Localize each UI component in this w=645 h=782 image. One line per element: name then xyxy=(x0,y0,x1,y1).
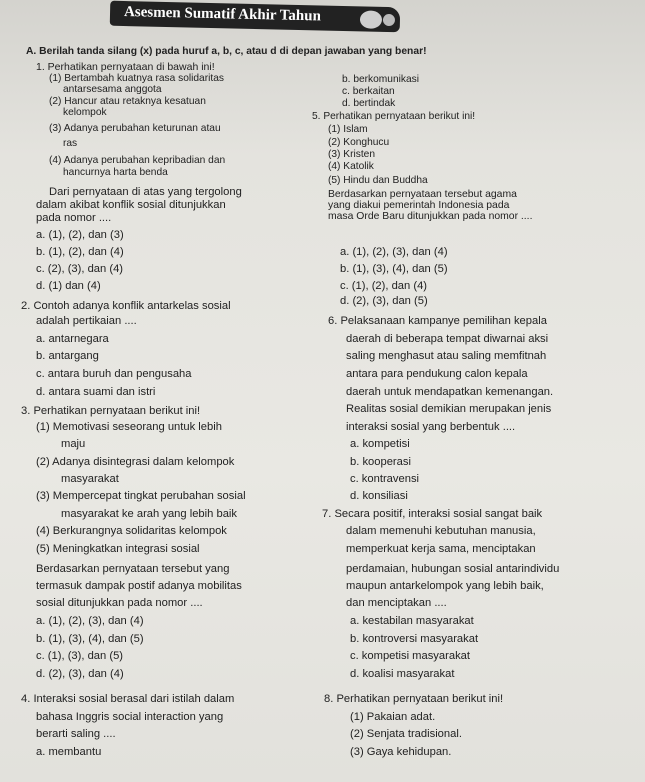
q6-option-c[interactable]: c. kontravensi xyxy=(350,473,420,485)
q1-statement: (1) Bertambah kuatnya rasa solidaritas xyxy=(49,73,224,84)
q2-stem: adalah pertikaian .... xyxy=(36,315,137,327)
q1-statement: hancurnya harta benda xyxy=(63,167,168,178)
q1-question: dalam akibat konflik sosial ditunjukkan xyxy=(36,199,226,211)
q5-option-c[interactable]: c. (1), (2), dan (4) xyxy=(340,280,428,292)
q8-statement: (1) Pakaian adat. xyxy=(350,711,436,723)
q5-question: Berdasarkan pernyataan tersebut agama xyxy=(328,189,517,200)
q6-stem: daerah di beberapa tempat diwarnai aksi xyxy=(346,333,549,345)
q5-question: yang diakui pemerintah Indonesia pada xyxy=(328,200,510,211)
q3-statement: maju xyxy=(61,438,86,450)
q1-option-b[interactable]: b. (1), (2), dan (4) xyxy=(36,246,124,258)
q6-stem: interaksi sosial yang berbentuk .... xyxy=(346,421,516,433)
q1-stem: 1. Perhatikan pernyataan di bawah ini! xyxy=(36,61,215,73)
q7-stem: dalam memenuhi kebutuhan manusia, xyxy=(346,525,536,537)
q6-stem: 6. Pelaksanaan kampanye pemilihan kepala xyxy=(328,315,547,327)
q8-statement: (2) Senjata tradisional. xyxy=(350,728,462,740)
q7-option-b[interactable]: b. kontroversi masyarakat xyxy=(350,633,479,645)
q2-option-a[interactable]: a. antarnegara xyxy=(36,333,109,345)
q5-statement: (3) Kristen xyxy=(328,149,375,160)
q6-option-b[interactable]: b. kooperasi xyxy=(350,456,411,468)
q1-option-d[interactable]: d. (1) dan (4) xyxy=(36,280,101,292)
q3-question: Berdasarkan pernyataan tersebut yang xyxy=(36,563,230,575)
q6-stem: Realitas sosial demikian merupakan jenis xyxy=(346,403,552,415)
q1-option-c[interactable]: c. (2), (3), dan (4) xyxy=(36,263,124,275)
q5-question: masa Orde Baru ditunjukkan pada nomor .... xyxy=(328,211,533,222)
q6-option-d[interactable]: d. konsiliasi xyxy=(350,490,408,502)
instruction-text: A. Berilah tanda silang (x) pada huruf a, b, c, atau d di depan jawaban yang benar! xyxy=(26,46,427,57)
q5-stem: 5. Perhatikan pernyataan berikut ini! xyxy=(312,111,476,122)
q3-statement: (4) Berkurangnya solidaritas kelompok xyxy=(36,525,227,537)
q5-statement: (2) Konghucu xyxy=(328,137,390,148)
q1-option-b-cont[interactable]: b. berkomunikasi xyxy=(342,74,420,85)
q8-stem: 8. Perhatikan pernyataan berikut ini! xyxy=(324,693,504,705)
q3-statement: (3) Mempercepat tingkat perubahan sosial xyxy=(36,490,246,502)
q3-question: termasuk dampak postif adanya mobilitas xyxy=(36,580,242,592)
q7-stem: perdamaian, hubungan sosial antarindividu xyxy=(346,563,560,575)
q4-stem: bahasa Inggris social interaction yang xyxy=(36,711,224,723)
q3-option-c[interactable]: c. (1), (3), dan (5) xyxy=(36,650,124,662)
q2-option-b[interactable]: b. antargang xyxy=(36,350,99,362)
q5-statement: (5) Hindu dan Buddha xyxy=(328,175,428,186)
q1-question: Dari pernyataan di atas yang tergolong xyxy=(49,186,242,198)
page-title: Asesmen Sumatif Akhir Tahun xyxy=(123,4,322,25)
q4-stem: 4. Interaksi sosial berasal dari istilah dalam xyxy=(21,693,235,705)
q1-option-a[interactable]: a. (1), (2), dan (3) xyxy=(36,229,124,241)
q1-statement: (2) Hancur atau retaknya kesatuan xyxy=(49,96,206,107)
q3-statement: masyarakat ke arah yang lebih baik xyxy=(61,508,237,520)
title-banner xyxy=(110,1,400,33)
q3-statement: (5) Meningkatkan integrasi sosial xyxy=(36,543,200,555)
q3-option-a[interactable]: a. (1), (2), (3), dan (4) xyxy=(36,615,144,627)
q5-option-d[interactable]: d. (2), (3), dan (5) xyxy=(340,295,428,307)
decorative-logo-icon xyxy=(360,10,382,28)
q6-stem: daerah untuk mendapatkan kemenangan. xyxy=(346,386,554,398)
q5-option-a[interactable]: a. (1), (2), (3), dan (4) xyxy=(340,246,448,258)
q4-option-a[interactable]: a. membantu xyxy=(36,746,102,758)
q1-statement: antarsesama anggota xyxy=(63,84,162,95)
q4-stem: berarti saling .... xyxy=(36,728,116,740)
q3-question: sosial ditunjukkan pada nomor .... xyxy=(36,597,203,609)
q1-statement: (4) Adanya perubahan kepribadian dan xyxy=(49,155,226,166)
q6-stem: saling menghasut atau saling memfitnah xyxy=(346,350,547,362)
q3-option-b[interactable]: b. (1), (3), (4), dan (5) xyxy=(36,633,144,645)
q5-statement: (4) Katolik xyxy=(328,161,374,172)
q7-stem: dan menciptakan .... xyxy=(346,597,447,609)
q1-statement: (3) Adanya perubahan keturunan atau xyxy=(49,123,221,134)
q7-option-a[interactable]: a. kestabilan masyarakat xyxy=(350,615,474,627)
q3-statement: (1) Memotivasi seseorang untuk lebih xyxy=(36,421,222,433)
q3-stem: 3. Perhatikan pernyataan berikut ini! xyxy=(21,405,201,417)
q7-option-c[interactable]: c. kompetisi masyarakat xyxy=(350,650,470,662)
q2-option-c[interactable]: c. antara buruh dan pengusaha xyxy=(36,368,192,380)
q1-statement: kelompok xyxy=(63,107,107,118)
q1-option-c-cont[interactable]: c. berkaitan xyxy=(342,86,395,97)
q3-statement: masyarakat xyxy=(61,473,119,485)
q3-option-d[interactable]: d. (2), (3), dan (4) xyxy=(36,668,124,680)
q5-option-b[interactable]: b. (1), (3), (4), dan (5) xyxy=(340,263,448,275)
decorative-dot-icon xyxy=(383,14,395,26)
q2-option-d[interactable]: d. antara suami dan istri xyxy=(36,386,156,398)
q7-stem: 7. Secara positif, interaksi sosial sangat baik xyxy=(322,508,543,520)
q7-stem: maupun antarkelompok yang lebih baik, xyxy=(346,580,544,592)
q6-stem: antara para pendukung calon kepala xyxy=(346,368,528,380)
q3-statement: (2) Adanya disintegrasi dalam kelompok xyxy=(36,456,235,468)
q7-stem: memperkuat kerja sama, menciptakan xyxy=(346,543,536,555)
q5-statement: (1) Islam xyxy=(328,124,368,135)
q1-statement: ras xyxy=(63,138,78,149)
q1-question: pada nomor .... xyxy=(36,212,112,224)
q2-stem: 2. Contoh adanya konflik antarkelas sosial xyxy=(21,300,231,312)
q7-option-d[interactable]: d. koalisi masyarakat xyxy=(350,668,455,680)
q6-option-a[interactable]: a. kompetisi xyxy=(350,438,410,450)
q8-statement: (3) Gaya kehidupan. xyxy=(350,746,452,758)
q1-option-d-cont[interactable]: d. bertindak xyxy=(342,98,396,109)
